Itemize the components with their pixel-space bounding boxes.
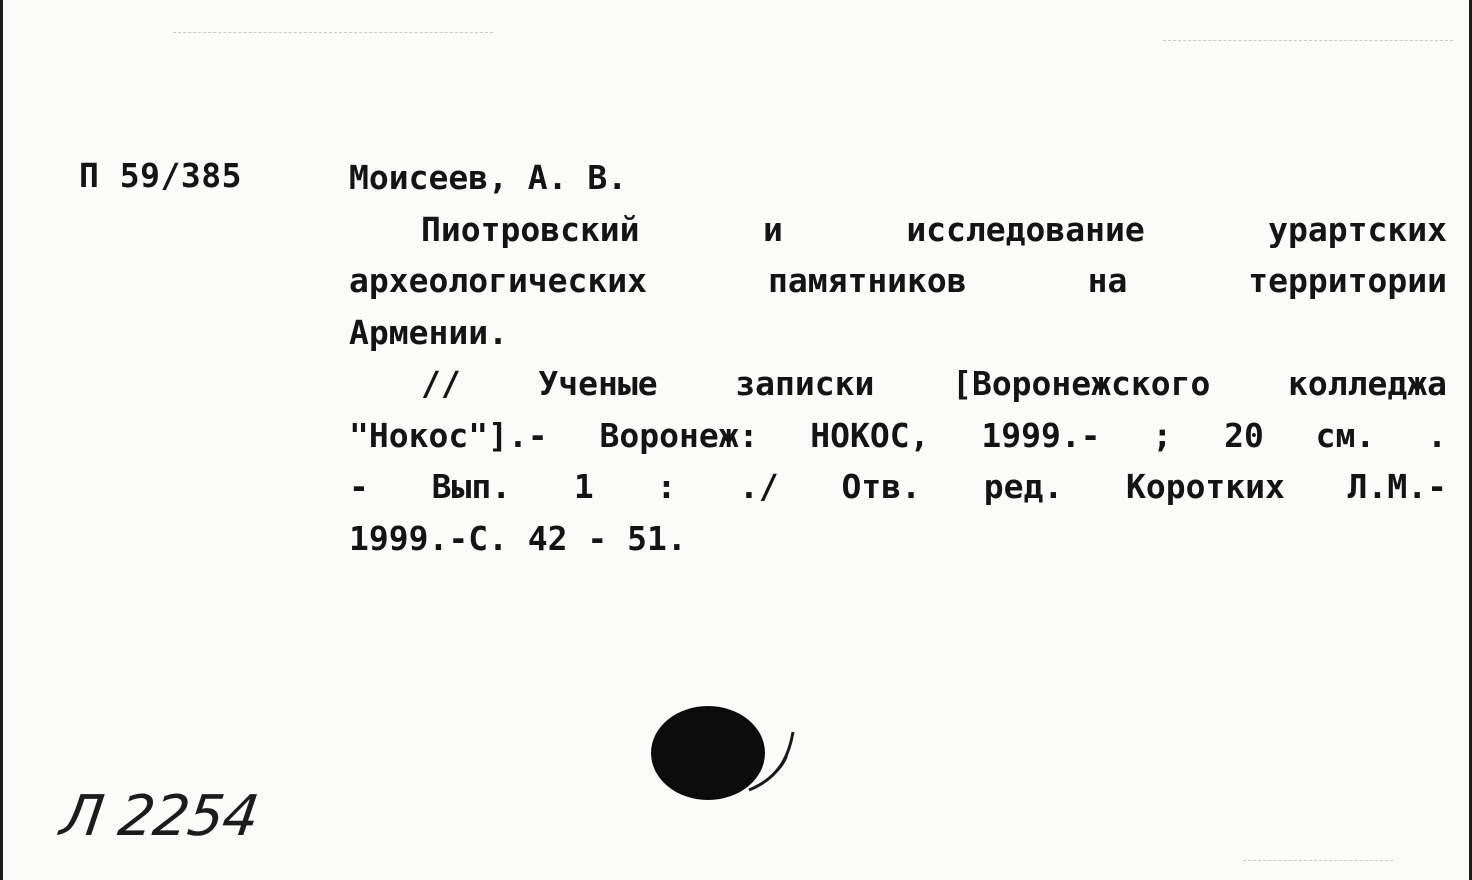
source-line: "Нокос"].- Воронеж: НОКОС, 1999.- ; 20 см. . [349, 415, 1447, 455]
scan-noise [1243, 860, 1393, 861]
inventory-number: Л 2254 [56, 784, 263, 849]
source-line: 1999.-С. 42 - 51. [349, 518, 687, 558]
shelfmark: П 59/385 [79, 156, 242, 195]
source-line: - Вып. 1 : ./ Отв. ред. Коротких Л.М.- [349, 467, 1447, 506]
scan-noise [1163, 40, 1453, 41]
title-line: Пиотровский и исследование урартских [421, 209, 1447, 249]
author: Моисеев, А. В. [349, 158, 628, 197]
scan-noise [173, 32, 493, 33]
source-line: // Ученые записки [Воронежского колледжа [421, 364, 1447, 403]
punch-hole-edge [743, 726, 797, 796]
bibliographic-entry [349, 152, 1447, 564]
title-line: Армении. [349, 312, 508, 352]
title-line: археологических памятников на территории [349, 261, 1447, 300]
